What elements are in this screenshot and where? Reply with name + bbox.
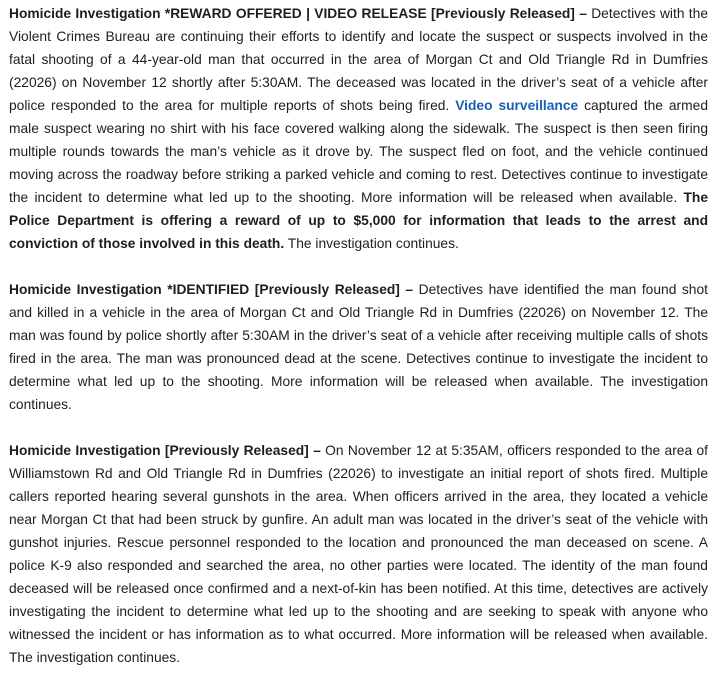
video-surveillance-link[interactable]: Video surveillance [455,98,579,113]
update-body: Detectives with the Violent Crimes Bureau are continuing their efforts to identify and locate the suspect or suspects involved in the fatal shooting of a 44-year-old man that occurred in the area of Morgan Ct and Old Triangle Rd in Dumfries (22026) on November 12 shortly after 5:30AM. The deceased was located in the driver’s seat of a vehicle after police responded to the area for multiple reports of shots being fired. [9,6,708,113]
update-heading: Homicide Investigation [Previously Released] – [9,443,321,458]
update-identified [9,278,708,416]
update-closing: The investigation continues. [287,236,459,251]
paragraph-spacer [9,416,708,439]
update-body-continued: captured the armed male suspect wearing no shirt with his face covered walking along the sidewalk. The suspect is then seen firing multiple rounds towards the man’s vehicle as it drove by. The suspect fled on foot, and the vehicle continued moving across the roadway before striking a parked vehicle and coming to rest. Detectives continue to investigate the incident to determine what led up to the shooting. More information will be released when available. [9,98,708,205]
update-heading: Homicide Investigation *IDENTIFIED [Previously Released] – [9,282,414,297]
paragraph-spacer [9,255,708,278]
update-body: On November 12 at 5:35AM, officers responded to the area of Williamstown Rd and Old Triangle Rd in Dumfries (22026) to investigate an initial report of shots fired. Multiple callers reported hearing several gunshots in the area. When officers arrived in the area, they located a vehicle near Morgan Ct that had been struck by gunfire. An adult man was located in the driver’s seat of the vehicle with gunshot injuries. Rescue personnel responded to the location and pronounced the man deceased on scene. A police K-9 also responded and searched the area, no other parties were located. The identity of the man found deceased will be released once confirmed and a next-of-kin has been notified. At this time, detectives are actively investigating the incident to determine what led up to the shooting and are seeking to speak with anyone who witnessed the incident or has information as to what occurred. More information will be released when available. The investigation continues. [9,443,708,665]
update-body: Detectives have identified the man found shot and killed in a vehicle in the area of Morgan Ct and Old Triangle Rd in Dumfries (22026) on November 12. The man was found by police shortly after 5:30AM in the driver’s seat of a vehicle after receiving multiple calls of shots fired in the area. The man was pronounced dead at the scene. Detectives continue to investigate the incident to determine what led up to the shooting. More information will be released when available. The investigation continues. [9,282,708,412]
update-reward-video [9,0,708,255]
update-initial-report [9,439,708,669]
update-heading: Homicide Investigation *REWARD OFFERED | VIDEO RELEASE [Previously Released] – [9,6,587,21]
reward-statement: The Police Department is offering a reward of up to $5,000 for information that leads to the arrest and conviction of those involved in this death. [9,190,708,251]
